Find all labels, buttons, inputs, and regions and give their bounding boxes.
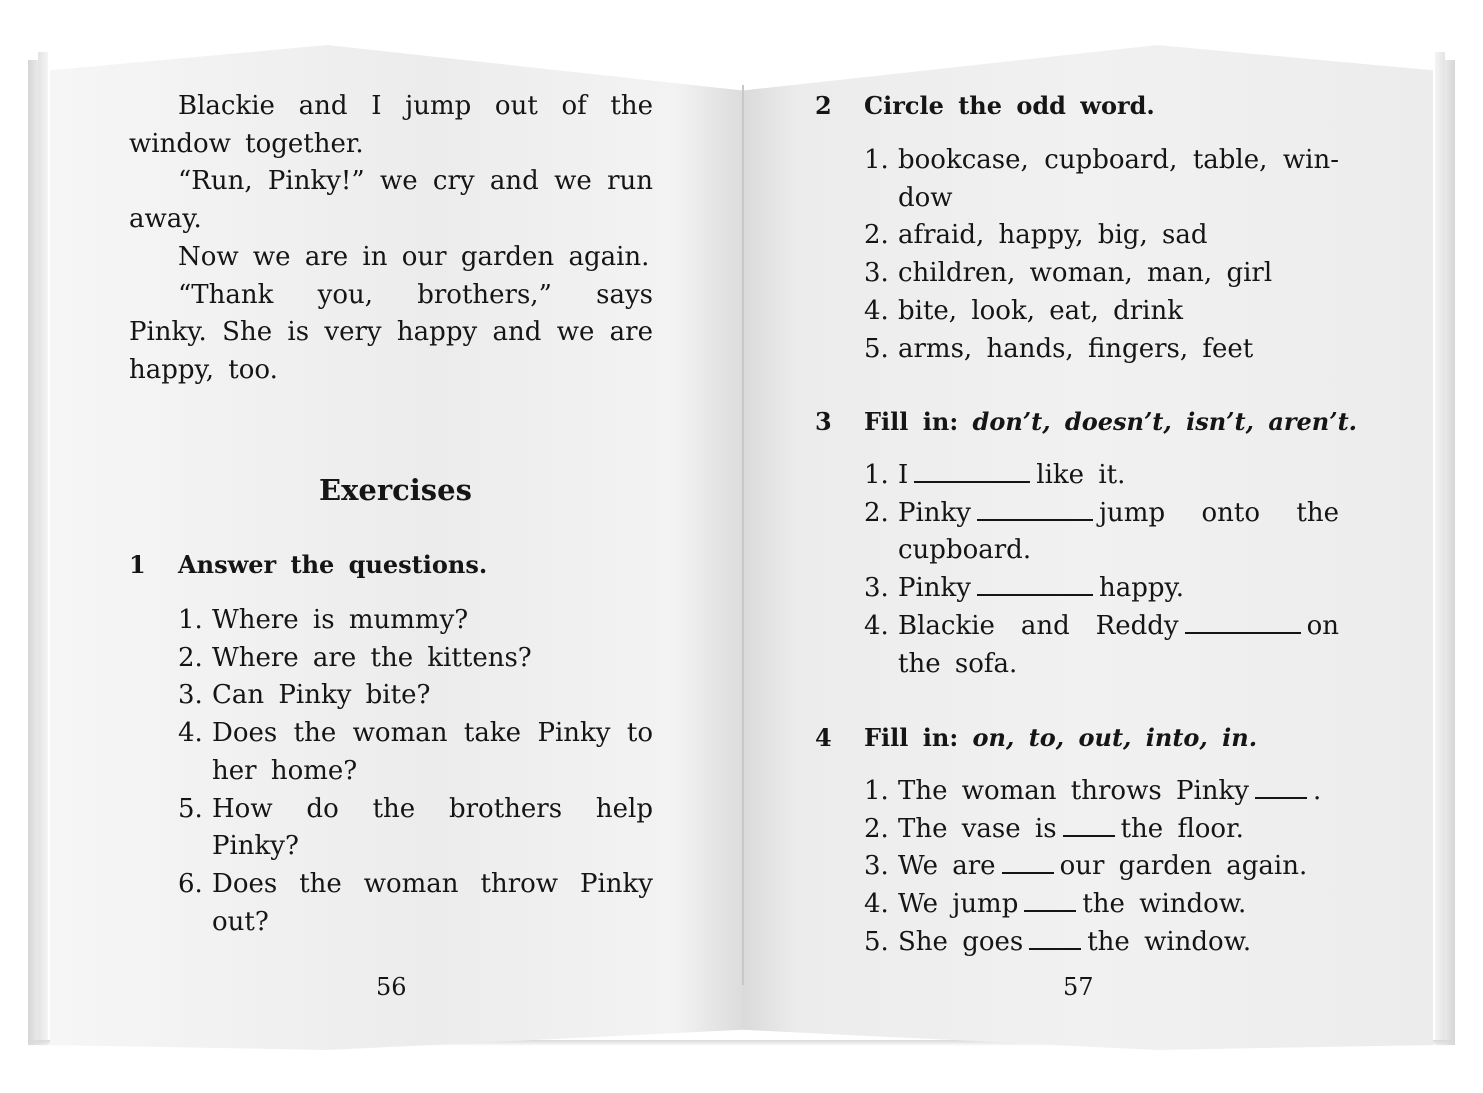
- answer-blank[interactable]: [1029, 928, 1081, 950]
- answer-blank[interactable]: [1255, 777, 1307, 799]
- answer-blank[interactable]: [1002, 852, 1054, 874]
- exercise-4-number: 4: [815, 723, 832, 752]
- fill-in-item: 5. She goes the window.: [864, 926, 1252, 957]
- odd-word-item: 3. children, woman, man, girl: [864, 258, 1273, 289]
- question-item: 3. Can Pinky bite?: [178, 680, 431, 711]
- page-number-right: 57: [1063, 973, 1094, 1001]
- answer-blank[interactable]: [977, 499, 1093, 521]
- fill-in-item: 3. Pinky happy.: [864, 573, 1185, 604]
- fill-in-item: 3. We are our garden again.: [864, 851, 1308, 882]
- fill-in-item: 1. I like it.: [864, 460, 1126, 490]
- page-number-left: 56: [376, 973, 407, 1001]
- exercise-2-list: [864, 142, 1339, 368]
- story-paragraph: “Run, Pinky!” we cry and we run away.: [129, 166, 653, 235]
- question-item: 1. Where is mummy?: [178, 605, 469, 635]
- fill-in-item: 4. Blackie and Reddy on the sofa.: [864, 610, 1339, 679]
- answer-blank[interactable]: [1024, 890, 1076, 912]
- exercise-3-title: Fill in: don’t, doesn’t, isn’t, aren’t.: [864, 407, 1358, 436]
- exercise-3-list: [864, 457, 1339, 683]
- exercise-3-options: don’t, doesn’t, isn’t, aren’t.: [972, 407, 1358, 436]
- page-edges-left-inner: [38, 52, 48, 1045]
- exercise-2-title: Circle the odd word.: [864, 91, 1155, 120]
- fill-in-item: 1. The woman throws Pinky .: [864, 776, 1322, 806]
- exercise-4-list: [864, 773, 1339, 962]
- answer-blank[interactable]: [1185, 612, 1301, 634]
- exercise-1-title: Answer the questions.: [178, 550, 488, 579]
- odd-word-item: 1. bookcase, cupboard, table, win-dow: [864, 145, 1339, 213]
- page-edges-right-inner: [1435, 52, 1445, 1045]
- answer-blank[interactable]: [977, 574, 1093, 596]
- fill-in-item: 2. Pinky jump onto the cupboard.: [864, 497, 1339, 566]
- question-item: 6. Does the woman throw Pinky out?: [178, 868, 653, 937]
- odd-word-item: 5. arms, hands, fingers, feet: [864, 333, 1254, 364]
- exercise-1-number: 1: [129, 550, 146, 579]
- section-heading-exercises: Exercises: [319, 473, 472, 507]
- story-text: [129, 88, 653, 390]
- story-paragraph: Blackie and I jump out of the window together.: [129, 91, 653, 159]
- exercise-4-title: Fill in: on, to, out, into, in.: [864, 723, 1258, 752]
- question-item: 5. How do the brothers help Pinky?: [178, 793, 653, 862]
- question-item: 2. Where are the kittens?: [178, 642, 532, 673]
- exercise-3-number: 3: [815, 407, 832, 436]
- story-paragraph: Now we are in our garden again.: [178, 241, 650, 272]
- answer-blank[interactable]: [914, 461, 1030, 483]
- odd-word-item: 4. bite, look, eat, drink: [864, 295, 1183, 326]
- exercise-2-number: 2: [815, 91, 832, 120]
- odd-word-item: 2. afraid, happy, big, sad: [864, 220, 1208, 251]
- story-paragraph: “Thank you, brothers,” says Pinky. She is very happy and we are happy, too.: [129, 279, 653, 385]
- exercise-4-options: on, to, out, into, in.: [972, 723, 1258, 752]
- answer-blank[interactable]: [1063, 815, 1115, 837]
- fill-in-item: 2. The vase is the floor.: [864, 813, 1244, 844]
- question-item: 4. Does the woman take Pinky to her home?: [178, 718, 653, 786]
- book-spine: [742, 85, 744, 985]
- exercise-1-list: [178, 602, 653, 941]
- fill-in-item: 4. We jump the window.: [864, 889, 1247, 920]
